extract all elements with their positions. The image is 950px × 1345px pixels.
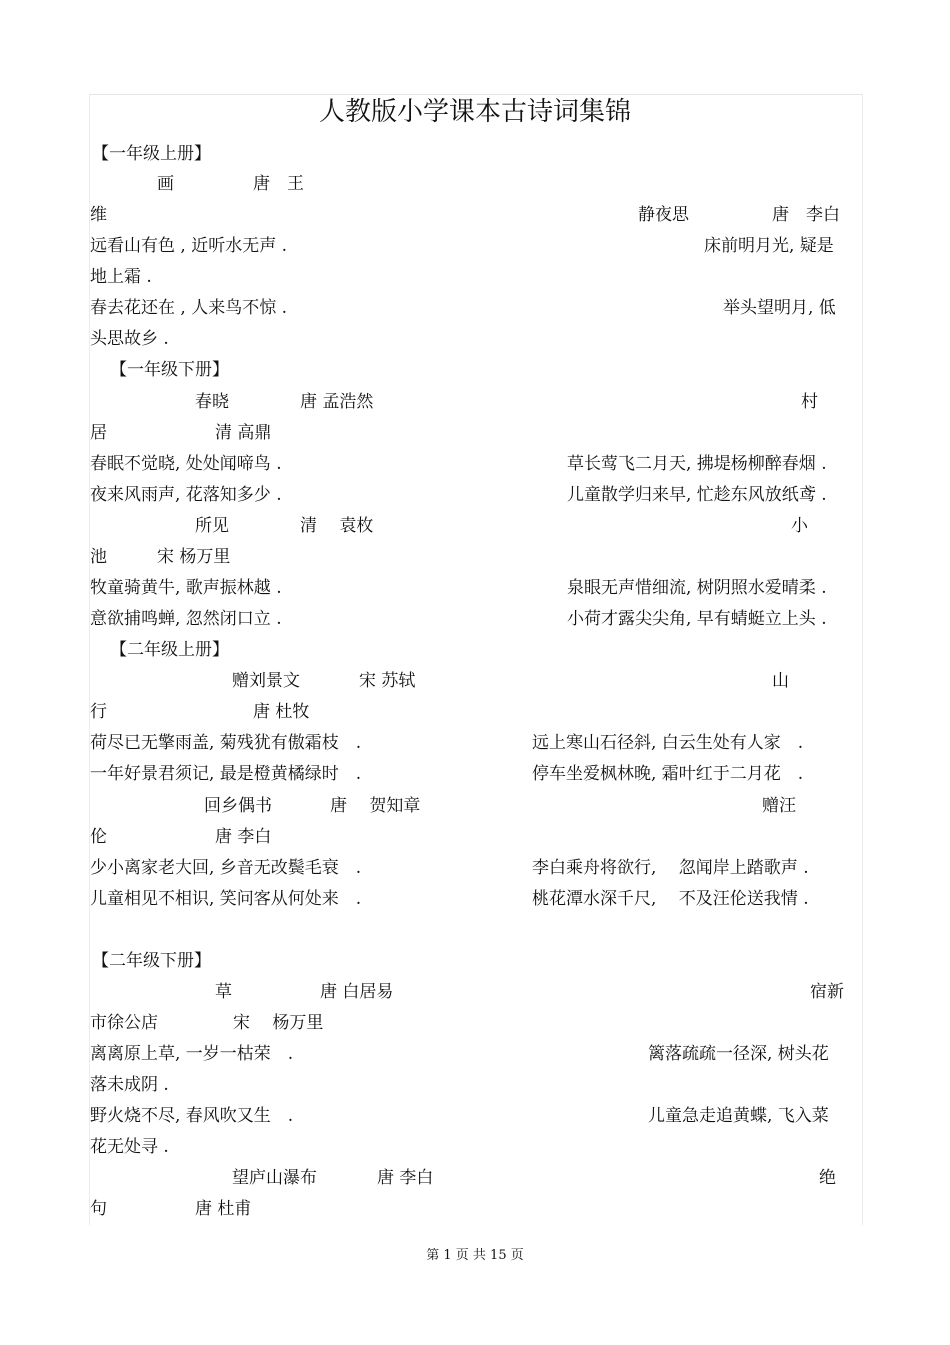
- poem-line: 儿童相见不相识, 笑问客从何处来 .: [90, 889, 362, 909]
- poem-line-wrap: 花无处寻 .: [90, 1137, 169, 1157]
- poem-line: 荷尽已无擎雨盖, 菊残犹有傲霜枝 .: [90, 733, 362, 753]
- poem-author: 清 袁枚: [300, 516, 374, 536]
- poem-author: 唐 李白: [215, 827, 272, 847]
- poem-author: 宋 苏轼: [359, 671, 416, 691]
- poem-author: 唐 李白: [377, 1168, 434, 1188]
- poem-author: 唐 杜牧: [253, 702, 310, 722]
- poem-author: 唐 白居易: [320, 982, 394, 1002]
- poem-title: 春晓: [195, 392, 229, 412]
- poem-title-wrap: 伦: [90, 827, 107, 847]
- poem-title: 画: [157, 174, 174, 194]
- poem-title: 所见: [195, 516, 229, 536]
- poem-title: 小: [791, 516, 808, 536]
- poem-line: 泉眼无声惜细流, 树阴照水爱晴柔 .: [567, 578, 827, 598]
- poem-line: 儿童散学归来早, 忙趁东风放纸鸢 .: [567, 485, 827, 505]
- poem-title: 静夜思: [638, 205, 689, 225]
- poem-line: 远看山有色 , 近听水无声 .: [90, 236, 288, 256]
- poem-line: 少小离家老大回, 乡音无改鬓毛衰 .: [90, 858, 362, 878]
- poem-line: 篱落疏疏一径深, 树头花: [648, 1044, 829, 1064]
- grade-heading: 【一年级下册】: [110, 360, 229, 380]
- poem-author: 唐 杜甫: [195, 1199, 252, 1219]
- poem-line: 李白乘舟将欲行, 忽闻岸上踏歌声 .: [532, 858, 809, 878]
- poem-line: 草长莺飞二月天, 拂堤杨柳醉春烟 .: [567, 454, 827, 474]
- poem-author: 宋 杨万里: [157, 547, 231, 567]
- poem-line: 意欲捕鸣蝉, 忽然闭口立 .: [90, 609, 282, 629]
- poem-title-wrap: 居: [90, 423, 107, 443]
- poem-title-wrap: 市徐公店: [90, 1013, 158, 1033]
- poem-line: 夜来风雨声, 花落知多少 .: [90, 485, 282, 505]
- poem-line: 远上寒山石径斜, 白云生处有人家 .: [532, 733, 804, 753]
- poem-author-wrap: 维: [90, 205, 107, 225]
- poem-line: 停车坐爱枫林晚, 霜叶红于二月花 .: [532, 764, 804, 784]
- poem-line-wrap: 落未成阴 .: [90, 1075, 169, 1095]
- poem-line: 牧童骑黄牛, 歌声振林越 .: [90, 578, 282, 598]
- poem-title: 望庐山瀑布: [232, 1168, 317, 1188]
- poem-line: 床前明月光, 疑是: [704, 236, 834, 256]
- poem-author: 唐 李白: [772, 205, 840, 225]
- poem-title: 赠刘景文: [232, 671, 300, 691]
- poem-line: 儿童急走追黄蝶, 飞入菜: [648, 1106, 829, 1126]
- poem-title: 草: [215, 982, 232, 1002]
- poem-title: 山: [772, 671, 789, 691]
- poem-title: 赠汪: [762, 796, 796, 816]
- poem-author: 清 高鼎: [215, 423, 272, 443]
- grade-heading: 【一年级上册】: [92, 144, 211, 164]
- poem-line: 野火烧不尽, 春风吹又生 .: [90, 1106, 294, 1126]
- poem-line: 一年好景君须记, 最是橙黄橘绿时 .: [90, 764, 362, 784]
- poem-line: 春去花还在 , 人来鸟不惊 .: [90, 298, 288, 318]
- poem-line: 举头望明月, 低: [723, 298, 836, 318]
- poem-title: 宿新: [810, 982, 844, 1002]
- poem-line: 小荷才露尖尖角, 早有蜻蜓立上头 .: [567, 609, 827, 629]
- poem-title: 回乡偶书: [204, 796, 272, 816]
- poem-author: 唐 贺知章: [330, 796, 421, 816]
- poem-author: 宋 杨万里: [233, 1013, 324, 1033]
- grade-heading: 【二年级上册】: [110, 640, 229, 660]
- poem-line: 桃花潭水深千尺, 不及汪伦送我情 .: [532, 889, 809, 909]
- poem-title-wrap: 句: [90, 1199, 107, 1219]
- poem-title-wrap: 行: [90, 702, 107, 722]
- grade-heading: 【二年级下册】: [92, 951, 211, 971]
- poem-author: 唐 王: [253, 174, 304, 194]
- document-title: 人教版小学课本古诗词集锦: [318, 97, 631, 127]
- poem-author: 唐 孟浩然: [300, 392, 374, 412]
- poem-title: 村: [801, 392, 818, 412]
- page-footer: 第 1 页 共 15 页: [426, 1248, 524, 1263]
- poem-title-wrap: 池: [90, 547, 107, 567]
- poem-line-wrap: 地上霜 .: [90, 267, 152, 287]
- poem-title: 绝: [819, 1168, 836, 1188]
- poem-line-wrap: 头思故乡 .: [90, 329, 169, 349]
- poem-line: 离离原上草, 一岁一枯荣 .: [90, 1044, 294, 1064]
- poem-line: 春眠不觉晓, 处处闻啼鸟 .: [90, 454, 282, 474]
